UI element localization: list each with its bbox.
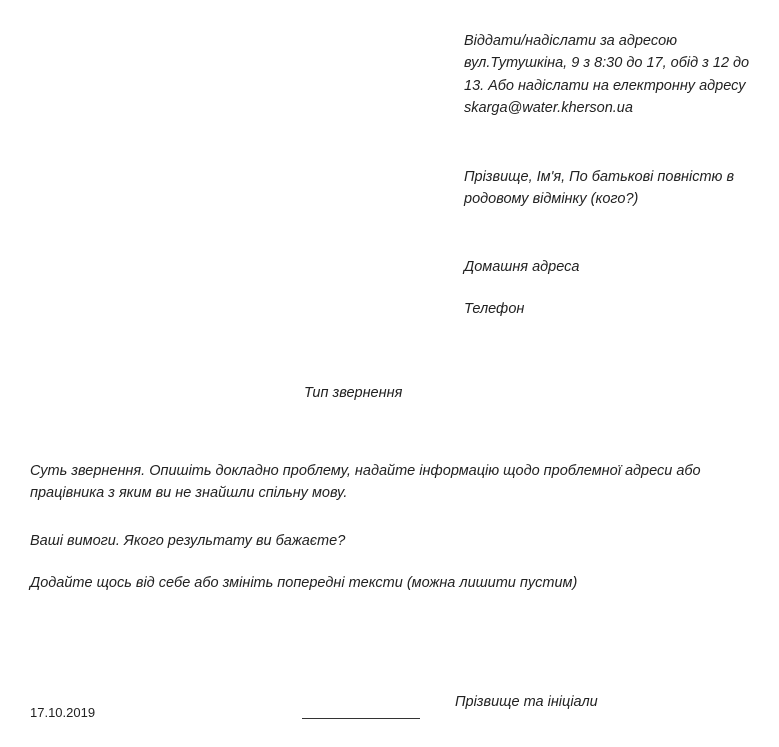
signature-line bbox=[302, 718, 420, 719]
appeal-demands-text: Ваші вимоги. Якого результату ви бажаєте? bbox=[30, 533, 346, 549]
signature-name-label: Прізвище та ініціали bbox=[455, 694, 598, 710]
address-instructions: Віддати/надіслати за адресою вул.Тутушкіна, 9 з 8:30 до 17, обід з 12 до 13. Або надіслати на електронну адресу skarga@water.kherson.ua bbox=[464, 33, 754, 117]
appeal-type-label: Тип звернення bbox=[304, 385, 403, 401]
home-address-label: Домашня адреса bbox=[464, 259, 580, 275]
document-date: 17.10.2019 bbox=[30, 705, 96, 720]
applicant-name-hint: Прізвище, Ім'я, По батькові повністю в родовому відмінку (кого?) bbox=[464, 169, 739, 208]
phone-label: Телефон bbox=[464, 301, 525, 317]
appeal-extra-text: Додайте щось від себе або змініть попередні тексти (можна лишити пустим) bbox=[30, 575, 578, 591]
appeal-essence-text: Суть звернення. Опишіть докладно проблему, надайте інформацію щодо проблемної адреси або працівника з яким ви не знайшли спільну мову. bbox=[30, 463, 705, 502]
